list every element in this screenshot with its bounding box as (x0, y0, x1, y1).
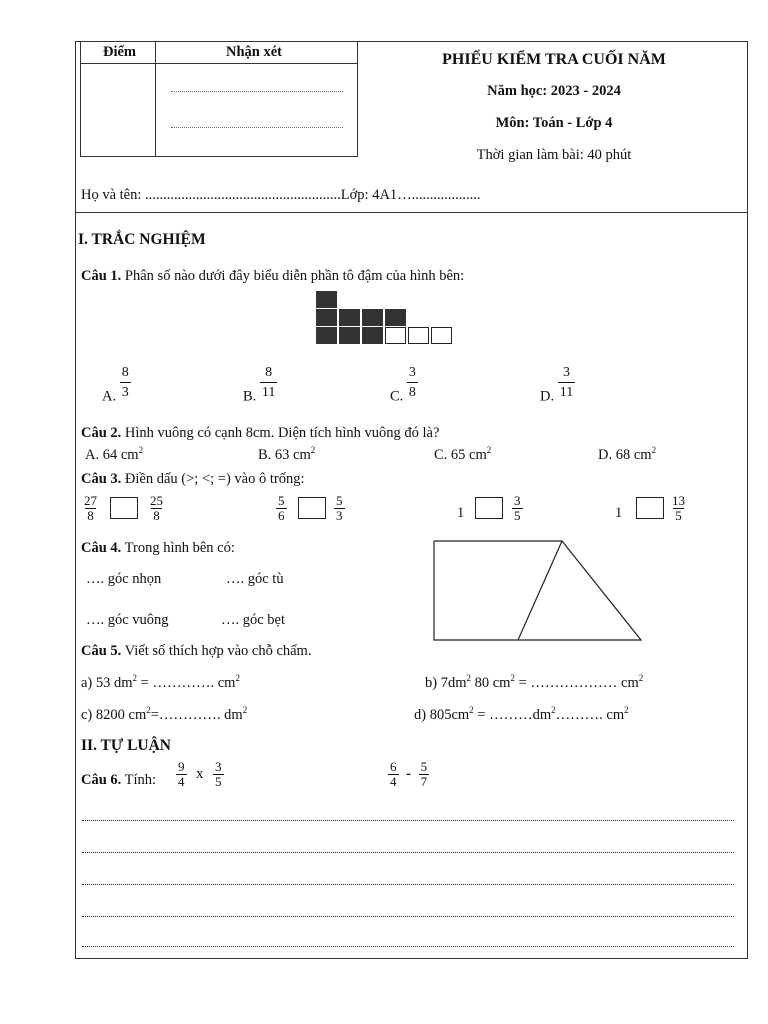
page-title: PHIẾU KIỂM TRA CUỐI NĂM (442, 51, 666, 68)
section-title: II. TỰ LUẬN (81, 737, 172, 754)
shaded-cell (316, 291, 337, 308)
shaded-cell (339, 309, 360, 326)
question-4: Câu 4. Trong hình bên có: (81, 540, 235, 556)
shaded-cell (316, 309, 337, 326)
q5-part-b[interactable]: b) $7dm^2$ 80 $cm^2$ = ……………… $cm^2$ (425, 673, 644, 691)
answer-line[interactable] (82, 852, 734, 853)
score-comment-table (80, 41, 358, 157)
compare-box[interactable] (110, 497, 138, 519)
answer-line[interactable] (82, 820, 734, 821)
question-3: Câu 3. Điền dấu (>; <; =) vào ô trống: (81, 471, 305, 487)
q2-option-a[interactable]: A. 64 $cm^2$ (85, 445, 144, 463)
answer-line[interactable] (82, 916, 734, 917)
header-divider (75, 212, 748, 213)
empty-cell (408, 327, 429, 344)
empty-cell (385, 327, 406, 344)
compare-box[interactable] (298, 497, 326, 519)
empty-cell (431, 327, 452, 344)
q5-part-d[interactable]: d) $805cm^2$ = $\dots\dots\dots dm^2\dots\dots\dots$. $cm^2$ (414, 705, 629, 723)
q1-option-b[interactable]: B. $\frac{8}{11}$ (243, 365, 276, 405)
compare-box[interactable] (475, 497, 503, 519)
shaded-cell (316, 327, 337, 344)
q3-pair-3-right: $\frac{3}{5}$ (514, 493, 521, 523)
q3-pair-4-left: 1 (615, 505, 623, 521)
q6-expression-2: $\frac{6}{4}$ - $\frac{5}{7}$ (390, 759, 428, 789)
section-title: I. TRẮC NGHIỆM (78, 231, 206, 248)
answer-line[interactable] (82, 884, 734, 885)
question-1 (81, 268, 464, 285)
q1-option-c[interactable]: C. $\frac{3}{8}$ (390, 365, 416, 405)
acute-angle-count[interactable]: …. góc nhọn (86, 571, 162, 587)
q2-option-d[interactable]: D. 68 $cm^2$ (598, 445, 657, 463)
compare-box[interactable] (636, 497, 664, 519)
right-angle-count[interactable]: …. góc vuông (86, 612, 169, 628)
q1-option-a[interactable]: A. $\frac{8}{3}$ (102, 365, 129, 405)
q5-part-a[interactable]: a) 53 $dm^2$ = …………. $cm^2$ (81, 673, 240, 691)
q3-pair-3-left: 1 (457, 505, 465, 521)
comment-line[interactable] (171, 127, 343, 128)
shaded-cell (339, 327, 360, 344)
q3-pair-4-right: $\frac{13}{5}$ (672, 493, 685, 523)
shaded-cell (362, 327, 383, 344)
answer-line[interactable] (82, 946, 734, 947)
comment-label: Nhận xét (226, 44, 282, 60)
q2-option-c[interactable]: C. 65 $cm^2$ (434, 445, 492, 463)
shaded-cell (362, 309, 383, 326)
straight-angle-count[interactable]: …. góc bẹt (221, 612, 286, 628)
question-text: Phân số nào dưới đây biểu diễn phần tô đậm của hình bên: (124, 268, 465, 284)
angle-figure (430, 538, 646, 644)
score-label: Điểm (103, 44, 137, 60)
question-label: Câu 1. (81, 268, 122, 284)
q1-option-d[interactable]: D. $\frac{3}{11}$ (540, 365, 574, 405)
duration: Thời gian làm bài: 40 phút (476, 147, 632, 163)
obtuse-angle-count[interactable]: …. góc tù (226, 571, 284, 587)
comment-line[interactable] (171, 91, 343, 92)
q2-option-b[interactable]: B. 63 $cm^2$ (258, 445, 316, 463)
shaded-cell (385, 309, 406, 326)
subject: Môn: Toán - Lớp 4 (495, 115, 613, 131)
question-5: Câu 5. Viết số thích hợp vào chỗ chấm. (81, 643, 312, 659)
question-2: Câu 2. Hình vuông có cạnh 8cm. Diện tích hình vuông đó là? (81, 425, 440, 441)
q6-expression-1: $\frac{9}{4}$ x $\frac{3}{5}$ (178, 759, 222, 789)
q5-part-c[interactable]: c) 8200 $cm^2=\dots\dots\dots\dots$. $dm^2$ (81, 705, 248, 723)
student-name-line[interactable]: Họ và tên: ......................................................Lớp: 4A1…................... (81, 187, 481, 203)
question-6: Câu 6. Tính: (81, 772, 157, 788)
school-year: Năm học: 2023 - 2024 (487, 83, 621, 99)
